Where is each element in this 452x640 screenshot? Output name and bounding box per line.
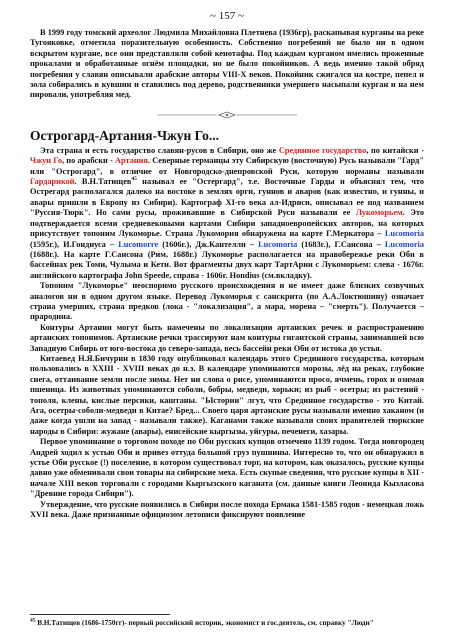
- divider-ornament-icon: [157, 111, 297, 119]
- highlight-lucomorre-hondius: Lucomorre: [118, 239, 159, 249]
- paragraph-pletneva: В 1999 году томский археолог Людмила Михайловна Плетнева (1936гр), раскапывая курганы на реке Тугояковке, отметила поразительную особенность. Собственно погребений не было ни в одном вскрытом кургане, все они представляли собой кенотафы. Под каждым курганом имелись проженные прокалами и обработанные огнём площадки, но не было покойников. А ведь именно такой обряд погребения у славян описывали арабские авторы VIII-X веков. Покойник сжигался на костре, пепел и зола собирались в кувшин и ставились под дерево, родственники умершего насыпали курган и на нем пировали, употребляя мед.: [30, 28, 424, 100]
- highlight-zhong-guo: Чжун Го: [30, 156, 62, 166]
- page-number: ~ 157 ~: [210, 10, 244, 22]
- footnote-reference: 45: [131, 176, 137, 183]
- highlight-artania: Артания: [115, 156, 148, 166]
- highlight-lucomoria-mercator: Lucomoria: [384, 229, 424, 239]
- paragraph-ob-trade: Первое упоминание о торговом походе по Оби русских купцов отмечено 1139 годом. Тогда новгородец Андрей ходил к устью Оби и привез оттуда большой груз пушнины. Интересно то, что он обнаружил в устье Оби русское (!) поселение, в котором существовал торг, на котором, как оказалось, русские купцы давно уже обменивали свои товары на сибирские меха. Есть скупые сведения, что русские купцы в XII - начале XIII веков торговали с городами Кыргызского каганата (см. данные книги Леонида Кызласова "Древние города Сибири").: [30, 437, 424, 499]
- highlight-gardarika: Гардарикой: [30, 177, 75, 187]
- footnote-text: В.Н.Татищев (1686-1750гг)- первый российский историк, экономист и гос.деятель, см. справку "Люди": [35, 619, 374, 627]
- paragraph-toponym: Топоним "Лукоморье" неоспоримо русского происхождения и не имеет даже близких созвучных аналогов ни в одном другом языке. Перевод Лукоморья с санскрита (по А.А.Локтюшину) означает страна умерших, страна предков (лока - "локализация", а мара, морена – "смерть"). Получается – прародина.: [30, 281, 424, 322]
- footnote-number: 45: [30, 617, 36, 624]
- footnote: [30, 619, 424, 628]
- highlight-middle-state: Срединное государство: [278, 145, 367, 155]
- highlight-lucomoria-cantelli: Lucomoria: [258, 239, 298, 249]
- paragraph-ermak: Утверждение, что русские появились в Сибири после похода Ермака 1581-1585 годов - немецкая ложь XVII века. Даже признанные официозом летописи фиксируют появление: [30, 499, 424, 520]
- section-heading: Острогард-Артания-Чжун Го...: [30, 127, 219, 143]
- ornamental-divider: [30, 111, 424, 119]
- footnote-separator: [30, 614, 170, 615]
- paragraph-bichurin: Китаевед Н.Я.Бичурин в 1830 году опубликовал календарь этого Срединного государства, которым пользовались в XXIII - XVIII веках до н.э. В календаре упоминаются морозы, лёд на реках, глубокие снега, оттаивание земли после зимы. Нет ни слова о рисе, упоминаются просо, ячмень, горох и озимая пшеница. Из животных упоминаются соболи, бобры, медведи, хорьки; из рыб - осетры; из растений - тополя, клены, кислые персики, каштаны. "Ыстории" лгут, что Срединное государство - это Китай. Ага, осетры-соболи-медведи в Китае? Бред... Своего царя артанские русы называли именно хаканом (и даже когда ушли на запад - называли также). Каганами также называли своих правителей тюркские народы в Сибири: жужане (авары), енисейские кыргызы, уйгуры, печенеги, хазары.: [30, 353, 424, 436]
- highlight-lukomorye: Лукоморьем: [355, 208, 403, 218]
- paragraph-contours: Контуры Артании могут быть намечены по локализации артанских речек и распространению артанских топонимов. Артанские речки трассируют нам контуры гигантской страны, занимавшей всю Западную Сибирь от юго-востока до северо-запада, весь бассейн реки Оби от истока до устья.: [30, 322, 424, 353]
- paragraph-artania: Эта страна и есть государство славян-русов в Сибири, оно же Срединное государство, по китайски - Чжун Го, по арабски - Артания. Северные германцы эту Сибирскую (восточную) Русь называли "Гард" или "Острогард", в отличие от Новгородско-днепровской Руси, которую норманы называли Гардарикой. В.Н.Татищев$^{45}$ называл ее "Остергард", т.е. Восточные Гарды и объяснял тем, что Острегард располагался далеко на востоке в землях орги, гуннов и аваров (как известно, и гунны, и авары пришли в Европу из Сибири). Картограф XI-го века ал-Идриси, описывал ее под названием "Руссия-Тюрк". Но сами русы, проживавшие в Сибирской Руси называли ее Лукоморьем. Это подтверждается всеми средневековыми картами Сибири западноевропейских авторов, на которых присутствует топоним Лукоморье. Страна Лукомория обнаружена на карте Г.Меркатора – Lucomoria (1595г.), И.Гондиуса – Lucomorre (1606г.), Дж.Кантелли – Lucomoria (1683г.), Г.Сансона – Lucomoria (1688г.). На карте Г.Сансона (Рим, 1688г.) Лукоморье располагается на правобережье реки Оби в бассейнах рек Томи, Чулыма и Кети. Вот фрагменты двух карт ТартАрии с Лукоморьем: слева - 1676г. английского картографа John Speede, справа - 1606г. Hondius (см.вкладку).: [30, 145, 424, 280]
- highlight-lucomoria-sanson: Lucomoria: [384, 239, 424, 249]
